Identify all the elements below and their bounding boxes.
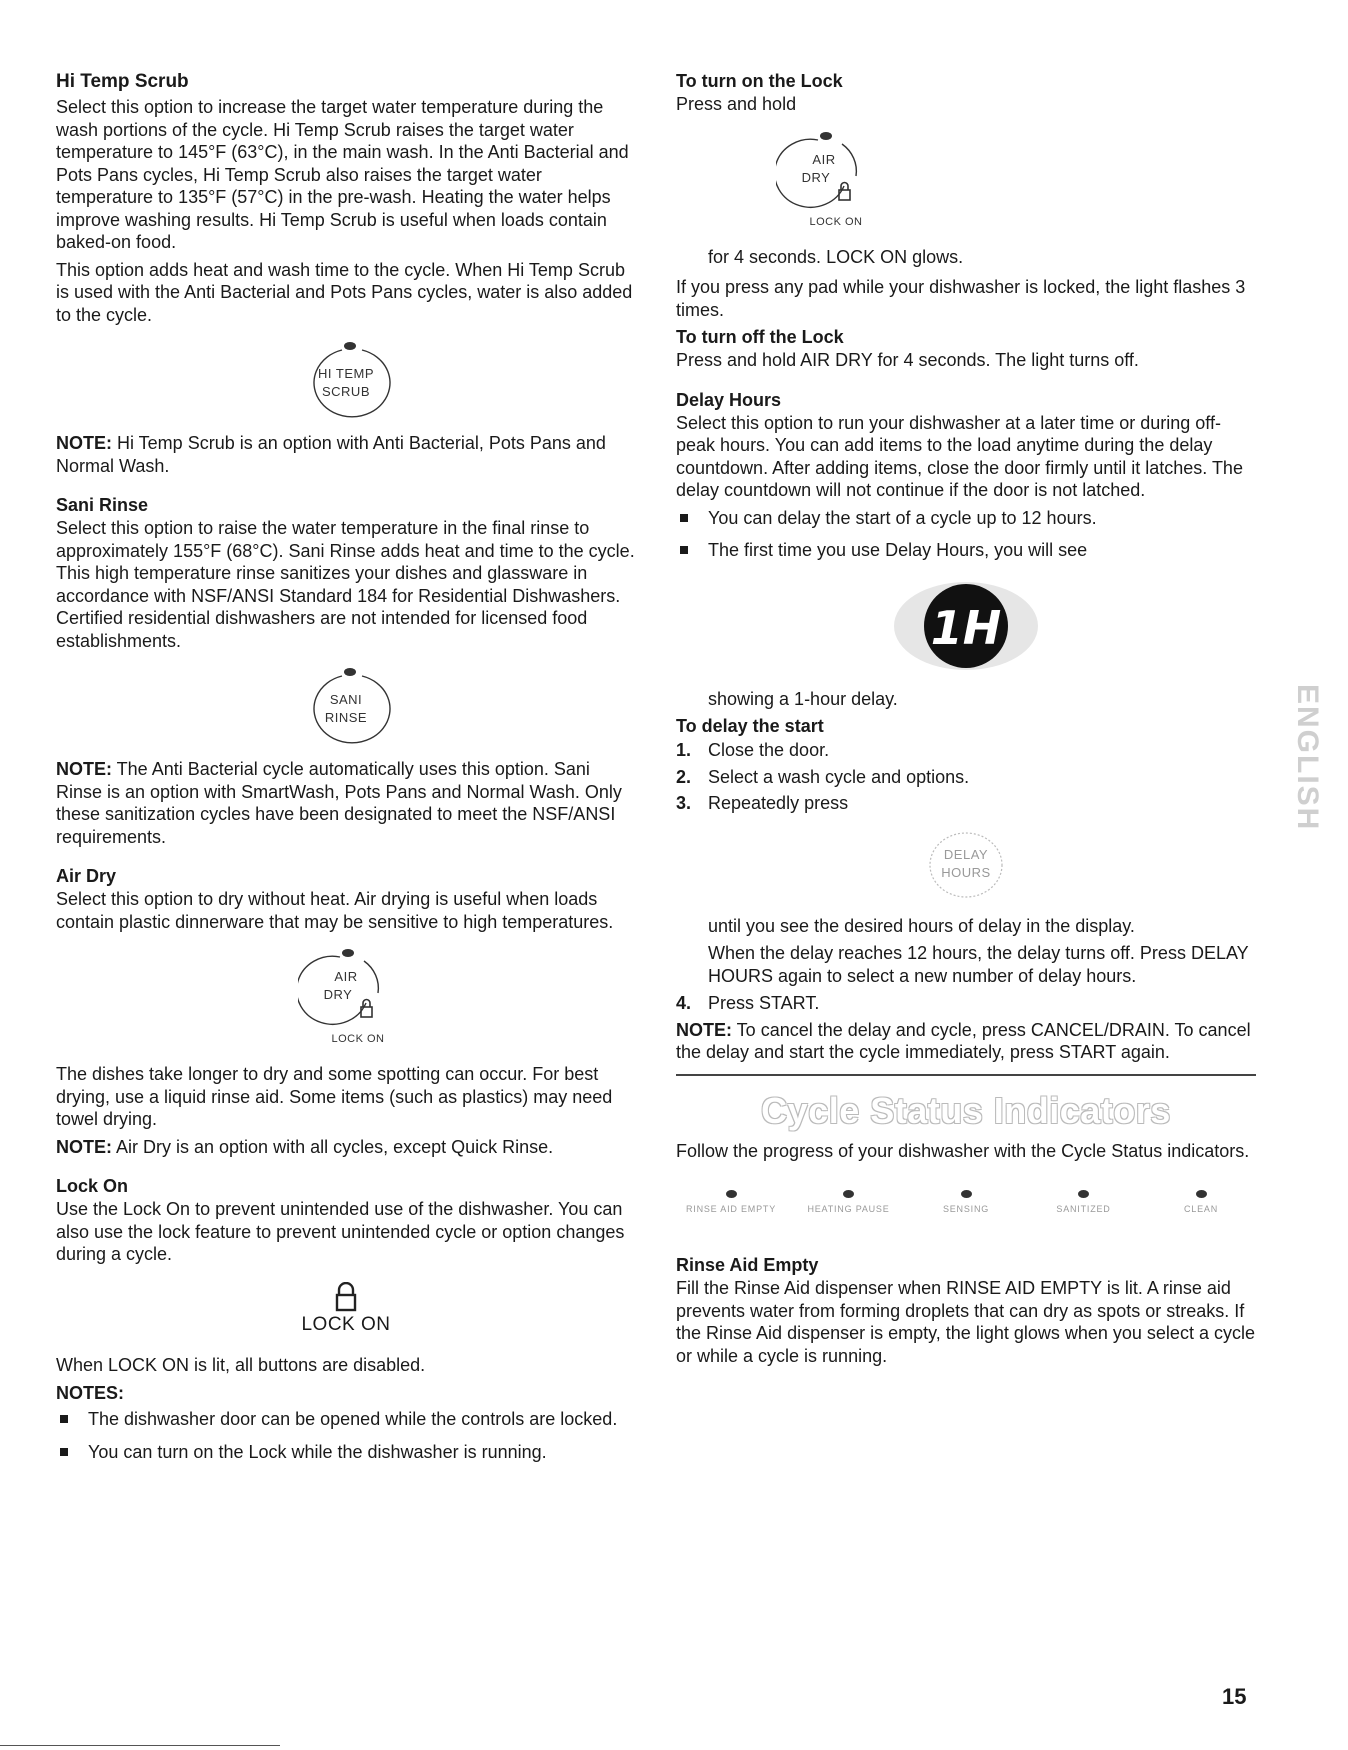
page-number: 15 xyxy=(1222,1684,1247,1709)
indicator-clean: CLEAN xyxy=(1146,1190,1256,1214)
hitemp-paragraph-2: This option adds heat and wash time to the cycle. When Hi Temp Scrub is used with the Anti Bacterial and Pots Pans cycles, water is also added to the cycle. xyxy=(56,259,633,325)
indicator-light-icon xyxy=(843,1190,854,1198)
section-divider xyxy=(676,1074,1256,1076)
indicator-light-icon xyxy=(961,1190,972,1198)
delay-button-illustration xyxy=(676,825,1256,905)
rinse-aid-heading: Rinse Aid Empty xyxy=(676,1255,819,1275)
airdry-heading: Air Dry xyxy=(56,866,117,886)
lockon-paragraph-2: When LOCK ON is lit, all buttons are disabled. xyxy=(56,1354,426,1375)
cycle-status-paragraph: Follow the progress of your dishwasher with the Cycle Status indicators. xyxy=(676,1140,1250,1161)
indicator-heating-pause: HEATING PAUSE xyxy=(794,1190,904,1214)
lock-turn-off-heading: To turn off the Lock xyxy=(676,327,844,347)
sani-button-illustration xyxy=(56,662,636,748)
list-item: 3. Repeatedly press xyxy=(676,793,849,813)
delay-bullets xyxy=(676,507,1256,562)
language-side-tab: ENGLISH xyxy=(1291,684,1324,832)
list-item: The first time you use Delay Hours, you will see xyxy=(676,539,1256,562)
lock-turn-on-button-label-1: AIR xyxy=(812,151,836,167)
lockon-notes-heading: NOTES: xyxy=(56,1383,125,1403)
lock-turn-off-paragraph: Press and hold AIR DRY for 4 seconds. The light turns off. xyxy=(676,350,1139,370)
delay-paragraph-4: When the delay reaches 12 hours, the delay turns off. Press DELAY HOURS again to select a new number of delay hours. xyxy=(708,943,1249,986)
sani-button-label-1: SANI xyxy=(329,692,363,707)
delay-step-4 xyxy=(676,992,1256,1015)
rinse-aid-paragraph: Fill the Rinse Aid dispenser when RINSE AID EMPTY is lit. A rinse aid prevents water from forming droplets that can dry as spots or streaks. If the Rinse Aid dispenser is empty, the light glows when you select a cycle or while a cycle is running. xyxy=(676,1278,1255,1366)
airdry-button-label-2: DRY xyxy=(323,987,353,1002)
delay-paragraph-3: until you see the desired hours of delay in the display. xyxy=(708,915,1135,936)
hitemp-button-illustration xyxy=(56,336,636,422)
list-item: 2. Select a wash cycle and options. xyxy=(676,766,970,787)
hitemp-button-label-2: SCRUB xyxy=(321,384,370,399)
list-item: 4. Press START. xyxy=(676,993,820,1013)
footer-rule xyxy=(0,1745,280,1746)
lockon-icon-label: LOCK ON xyxy=(301,1313,391,1335)
digital-display-icon xyxy=(886,578,1046,674)
list-item: You can turn on the Lock while the dishwasher is running. xyxy=(56,1441,636,1464)
airdry-button-illustration xyxy=(56,943,636,1053)
indicator-sensing: SENSING xyxy=(911,1190,1021,1214)
delay-steps xyxy=(676,739,1256,815)
right-column xyxy=(676,70,1256,1372)
sani-note: NOTE: The Anti Bacterial cycle automatically uses this option. Sani Rinse is an option with SmartWash, Pots Pans and Normal Wash. Only these sanitization cycles have been designated to meet the NSF/ANSI requirements. xyxy=(56,759,622,847)
hitemp-paragraph-1: Select this option to increase the target water temperature during the wash portions of the cycle. Hi Temp Scrub raises the target water temperature to 145°F (63°C), in the main wash. In the Anti Bacterial and Pots Pans cycles, Hi Temp Scrub also raises the target water temperature to 135°F (57°C) in the pre-wash. Heating the water helps improve washing results. Hi Temp Scrub is useful when loads contain baked-on food. xyxy=(56,97,629,252)
hitemp-heading: Hi Temp Scrub xyxy=(56,71,189,92)
airdry-paragraph-2: The dishes take longer to dry and some spotting can occur. For best drying, use a liquid rinse aid. Some items (such as plastics) may need towel drying. xyxy=(56,1064,613,1129)
indicator-light-icon xyxy=(726,1190,737,1198)
list-item: 1. Close the door. xyxy=(676,740,830,760)
delay-paragraph-1: Select this option to run your dishwasher at a later time or during off-peak hours. You can add items to the load anytime during the delay countdown. After adding items, close the door firmly until it latches. The delay countdown will not continue if the door is not latched. xyxy=(676,412,1243,500)
airdry-note: NOTE: Air Dry is an option with all cycles, except Quick Rinse. xyxy=(56,1136,554,1157)
list-item: The dishwasher door can be opened while the controls are locked. xyxy=(56,1408,636,1431)
airdry-button-label-1: AIR xyxy=(334,969,358,984)
indicator-light-icon xyxy=(1196,1190,1207,1198)
lock-icon xyxy=(334,1282,358,1312)
delay-display-illustration xyxy=(676,578,1256,674)
lockon-heading: Lock On xyxy=(56,1176,129,1196)
airdry-paragraph-1: Select this option to dry without heat. Air drying is useful when loads contain plastic dinnerware that may be sensitive to high temperatures. xyxy=(56,889,614,932)
indicator-light-icon xyxy=(1078,1190,1089,1198)
lockon-illustration xyxy=(56,1282,636,1336)
lock-turn-on-heading: To turn on the Lock xyxy=(676,71,843,91)
delay-button-label-1: DELAY xyxy=(943,846,989,862)
display-value: 1H xyxy=(930,600,1002,655)
hitemp-button-label-1: HI TEMP xyxy=(318,366,374,381)
hitemp-note: NOTE: Hi Temp Scrub is an option with Anti Bacterial, Pots Pans and Normal Wash. xyxy=(56,433,606,476)
sani-button-label-2: RINSE xyxy=(324,710,368,725)
lock-turn-on-paragraph-3: If you press any pad while your dishwasher is locked, the light flashes 3 times. xyxy=(676,277,1246,320)
lock-turn-on-paragraph-1: Press and hold xyxy=(676,94,797,114)
airdry-button-sublabel: LOCK ON xyxy=(331,1033,385,1045)
delay-start-heading: To delay the start xyxy=(676,716,824,736)
delay-heading: Delay Hours xyxy=(676,389,782,410)
delay-button-label-2: HOURS xyxy=(941,864,991,880)
indicator-sanitized: SANITIZED xyxy=(1029,1190,1139,1214)
delay-note: NOTE: To cancel the delay and cycle, press CANCEL/DRAIN. To cancel the delay and start the cycle immediately, press START again. xyxy=(676,1019,1251,1062)
sani-heading: Sani Rinse xyxy=(56,495,149,515)
lock-turn-on-button-illustration xyxy=(676,126,1256,236)
cycle-status-indicators xyxy=(676,1190,1256,1214)
list-item: You can delay the start of a cycle up to 12 hours. xyxy=(676,507,1256,530)
sani-paragraph-1: Select this option to raise the water temperature in the final rinse to approximately 155°F (68°C). Sani Rinse adds heat and time to the cycle. This high temperature rinse sanitizes your dishes and glassware in accordance with NSF/ANSI Standard 184 for Residential Dishwashers. Certified residential dishwashers are not intended for licensed food establishments. xyxy=(56,518,635,651)
lock-turn-on-button-label-2: DRY xyxy=(801,169,831,185)
lockon-paragraph-1: Use the Lock On to prevent unintended use of the dishwasher. You can also use the lock feature to prevent unintended cycle or option changes during a cycle. xyxy=(56,1199,625,1264)
lock-turn-on-button-sublabel: LOCK ON xyxy=(809,215,863,228)
delay-paragraph-2: showing a 1-hour delay. xyxy=(708,688,898,709)
lockon-notes-list xyxy=(56,1408,636,1463)
lock-turn-on-paragraph-2: for 4 seconds. LOCK ON glows. xyxy=(708,246,964,267)
left-column xyxy=(56,70,636,1473)
cycle-status-title: Cycle Status Indicators xyxy=(761,1089,1171,1131)
indicator-rinse-aid-empty: RINSE AID EMPTY xyxy=(676,1190,786,1214)
